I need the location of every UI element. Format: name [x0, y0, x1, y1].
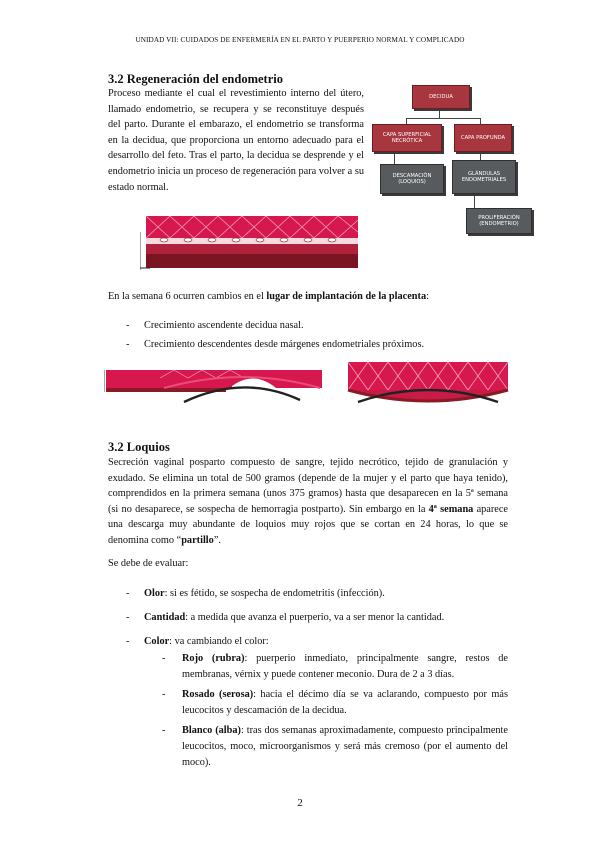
loquios-text: Secreción vaginal posparto compuesto de sangre, tejido necrótico, tejido de granulación y exudado. Se elimina un total de 500 gramos (depende de la mujer y el parto que haya tenido), comprendidos en la primera semana (unos 375 gramos) hasta que desaparecen en la 5ª semana (si no desaparece, se sospecha de hemorragia postparto). Sin embargo en la — [108, 457, 508, 515]
bullet-text: : va cambiando el color: — [169, 636, 269, 647]
list-item-text: Crecimiento ascendente decidua nasal. — [144, 320, 304, 331]
implant-intro-text: En la semana 6 ocurren cambios en el — [108, 291, 267, 302]
bullet-label: Olor — [144, 588, 165, 599]
list-item: - Color: va cambiando el color: — [126, 636, 269, 647]
bullet-text: : si es fétido, se sospecha de endometritis (infección). — [164, 588, 385, 599]
page-header: UNIDAD VII: CUIDADOS DE ENFERMERÍA EN EL PARTO Y PUERPERIO NORMAL Y COMPLICADO — [135, 36, 465, 44]
color-list — [162, 651, 508, 770]
diagram-node-decidua: DECIDUA — [412, 85, 470, 109]
loquios-term: partillo — [181, 534, 214, 546]
diagram-node-capa-profunda: CAPA PROFUNDA — [454, 124, 512, 152]
list-item: - Crecimiento descendentes desde márgenes endometriales próximos. — [126, 338, 425, 350]
bullet-text: : a medida que avanza el puerperio, va a ser menor la cantidad. — [185, 612, 445, 623]
section-title-loquios: 3.2 Loquios — [108, 440, 170, 454]
list-item: - Cantidad: a medida que avanza el puerperio, va a ser menor la cantidad. — [126, 612, 445, 623]
diagram-node-glandulas: GLÁNDULAS ENDOMETRIALES — [452, 160, 516, 194]
color-label: Rojo (rubra) — [182, 653, 245, 664]
loquios-paragraph — [108, 455, 508, 549]
endometrio-paragraph: Proceso mediante el cual el revestimiento interno del útero, llamado endometrio, se recupera y se reconstituye después del parto. Durante el embarazo, el endometrio se transforma en la decidua, que proporciona un entorno adecuado para el desarrollo del feto. Tras el parto, la decidua se desprende y el endometrio inicia un proceso de regeneración para volver a su estado normal. — [108, 88, 364, 193]
diagram-node-proliferacion: PROLIFERACIÓN (ENDOMETRIO) — [466, 208, 532, 234]
list-item: - Olor: si es fétido, se sospecha de endometritis (infección). — [126, 588, 385, 599]
list-item: - Rojo (rubra): puerperio inmediato, principalmente sangre, restos de membranas, vérnix y puede contener meconio. Dura de 2 a 3 días. — [162, 653, 508, 680]
color-text: : hacia el décimo día se va aclarando, compuesto por más leucocitos y descamación de la decidua. — [182, 689, 508, 716]
endometrium-layers-illustration — [140, 212, 370, 272]
list-item-text: Crecimiento descendentes desde márgenes endometriales próximos. — [144, 338, 425, 350]
placental-site-illustration-2 — [346, 358, 510, 410]
page-number: 2 — [297, 797, 303, 809]
implant-list — [126, 318, 506, 352]
color-text: : tras dos semanas aproximadamente, compuesto principalmente leucocitos, moco, microorganismos y será más cremoso (por el aumento del moco). — [182, 725, 508, 768]
placental-site-illustration-1 — [104, 362, 326, 408]
loquios-text-end: ”. — [213, 534, 221, 546]
list-item: - Blanco (alba): tras dos semanas aproximadamente, compuesto principalmente leucocitos, moco, microorganismos y será más cremoso (por el aumento del moco). — [162, 725, 508, 768]
evaluate-intro: Se debe de evaluar: — [108, 558, 189, 569]
color-label: Blanco (alba) — [182, 725, 241, 737]
bullet-label: Cantidad — [144, 612, 186, 623]
color-text: : puerperio inmediato, principalmente sangre, restos de membranas, vérnix y puede contener meconio. Dura de 2 a 3 días. — [182, 653, 508, 680]
loquios-text-rest: aparece una descarga muy abundante de loquios muy rojos que se cortan en 24 horas, lo que se denomina como “ — [108, 503, 508, 546]
diagram-node-capa-superficial: CAPA SUPERFICIAL NECRÓTICA — [372, 124, 442, 152]
list-item: - Crecimiento ascendente decidua nasal. — [126, 320, 304, 331]
implant-intro — [108, 289, 508, 305]
bullet-label: Color — [144, 636, 170, 647]
implant-intro-bold: lugar de implantación de la placenta — [266, 291, 427, 302]
diagram-node-descamacion: DESCAMACIÓN (LOQUIOS) — [380, 164, 444, 194]
implant-intro-colon: : — [426, 291, 429, 302]
list-item: - Rosado (serosa): hacia el décimo día se va aclarando, compuesto por más leucocitos y descamación de la decidua. — [162, 689, 508, 716]
color-label: Rosado (serosa) — [182, 689, 254, 701]
evaluation-list — [126, 586, 508, 650]
loquios-bold-week: 4ª semana — [428, 503, 474, 515]
section-title-endometrio: 3.2 Regeneración del endometrio — [108, 72, 283, 86]
